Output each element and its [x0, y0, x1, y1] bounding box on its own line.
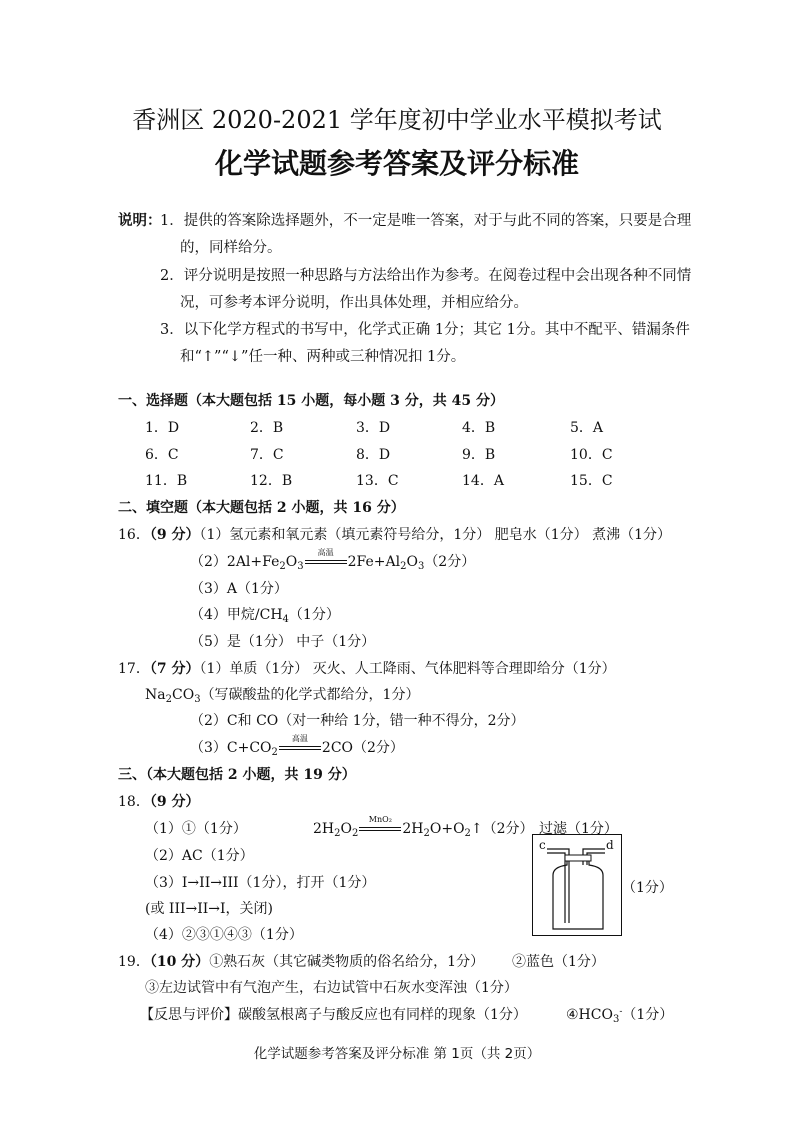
q17-line-1: 17．（7 分）（1）单质（1分） 灭火、人工降雨、气体肥料等合理即给分（1分） — [118, 661, 616, 677]
mc-answer: 9．B — [462, 447, 496, 463]
q17-points: （7 分） — [149, 661, 200, 677]
reaction-condition-arrow: 高温 — [305, 555, 347, 569]
mc-answer: 4．B — [462, 420, 496, 436]
q17-equation: $(3)C+CO_2$ 高温 2CO（2分） — [190, 734, 404, 758]
q16-answer-3: （3）A（1分） — [190, 581, 288, 597]
q18-equation: $2H_2O_2$ MnO₂ $2H_2O+O_2↑(2$分） — [313, 815, 534, 839]
mc-answer: 1．D — [145, 420, 180, 436]
note-2: 2．评分说明是按照一种思路与方法给出作为参考。在阅卷过程中会出现各种不同情 — [160, 268, 692, 284]
document-title: 化学试题参考答案及评分标准 — [214, 147, 579, 180]
mc-answer: 15．C — [570, 473, 613, 489]
apparatus-points: （1分） — [622, 880, 673, 896]
q16-answer-1: （1）氢元素和氧元素（填元素符号给分，1分） 肥皂水（1分） 煮沸（1分） — [199, 527, 671, 543]
section-2-heading: 二、填空题（本大题包括 2 小题，共 16 分） — [118, 500, 405, 516]
q17-number: 17． — [118, 661, 150, 677]
exam-title: 香洲区 2020-2021 学年度初中学业水平模拟考试 — [132, 106, 662, 134]
mc-answer: 3．D — [356, 420, 391, 436]
q18-answer-3: （3）I→II→III（1分），打开（1分） — [145, 875, 376, 891]
page-footer: 化学试题参考答案及评分标准 第 1页（共 2页） — [253, 1046, 541, 1062]
q16-equation: $(2)2Al+Fe_2O_3$ 高温 $2Fe+Al_2O_3(2$分） — [190, 548, 476, 572]
q18-line-1 — [118, 791, 199, 811]
q18-number: 18． — [118, 794, 150, 810]
q19-number: 19． — [118, 954, 150, 970]
q16-answer-5: （5）是（1分） 中子（1分） — [190, 634, 376, 650]
q17-answer-3: （2）C和 CO（对一种给 1分，错一种不得分，2分） — [190, 713, 525, 729]
mc-answer: 12．B — [250, 473, 293, 489]
mc-answer: 8．D — [356, 447, 391, 463]
reaction-condition-arrow: MnO₂ — [359, 822, 401, 836]
q19-points: （10 分） — [149, 954, 210, 970]
q18-answer-3-alt: (或 III→II→I，关闭) — [145, 901, 274, 917]
mc-answer: 10．C — [570, 447, 613, 463]
q16-number: 16． — [118, 527, 150, 543]
q18-points: （9 分） — [149, 794, 200, 810]
note-1-cont: 的，同样给分。 — [180, 240, 282, 256]
mc-answer: 2．B — [250, 420, 284, 436]
q18-filter-answer: 过滤（1分） — [539, 821, 618, 837]
q16-answer-4: （4）甲烷$/CH_4(1$分） — [190, 607, 340, 625]
q16-line-1 — [118, 524, 671, 544]
q18-answer-1: （1）①（1分） — [145, 821, 247, 837]
q19-answer-4: $④HCO_3^-(1$分） — [566, 1007, 674, 1025]
tube-label-d: d — [606, 838, 614, 852]
reaction-condition-arrow: 高温 — [279, 741, 321, 755]
mc-answer: 7．C — [250, 447, 284, 463]
q19-answer-2: ②蓝色（1分） — [512, 954, 605, 970]
mc-answer: 11．B — [145, 473, 188, 489]
section-1-heading: 一、选择题（本大题包括 15 小题，每小题 3 分，共 45 分） — [118, 393, 504, 409]
q19-reflection: 【反思与评价】碳酸氢根离子与酸反应也有同样的现象（1分） — [140, 1007, 527, 1023]
q19-line-1: 19．（10 分）①熟石灰（其它碱类物质的俗名给分，1分） — [118, 954, 485, 970]
q17-answer-2: $Na_2CO_3$（写碳酸盐的化学式都给分，1分） — [145, 687, 420, 705]
note-2-cont: 况，可参考本评分说明，作出具体处理，并相应给分。 — [180, 295, 528, 311]
section-3-heading: 三、（本大题包括 2 小题，共 19 分） — [118, 767, 356, 783]
mc-answer: 5．A — [570, 420, 604, 436]
mc-answer: 6．C — [145, 447, 179, 463]
mc-answer: 14．A — [462, 473, 504, 489]
note-3: 3．以下化学方程式的书写中，化学式正确 1分；其它 1分。其中不配平、错漏条件 — [160, 322, 690, 338]
notes-label: 说明： — [118, 212, 162, 229]
note-3-cont: 和“↑”“↓”任一种、两种或三种情况扣 1分。 — [180, 349, 466, 365]
mc-answer: 13．C — [356, 473, 399, 489]
note-1: 1．提供的答案除选择题外，不一定是唯一答案，对于与此不同的答案，只要是合理 — [160, 213, 692, 229]
q19-answer-3: ③左边试管中有气泡产生，右边试管中石灰水变浑浊（1分） — [145, 980, 518, 996]
q18-answer-4: （4）②③①④③（1分） — [145, 927, 303, 943]
tube-label-c: c — [539, 838, 546, 852]
q18-answer-2: （2）AC（1分） — [145, 848, 254, 864]
q16-points: （9 分） — [149, 527, 200, 543]
